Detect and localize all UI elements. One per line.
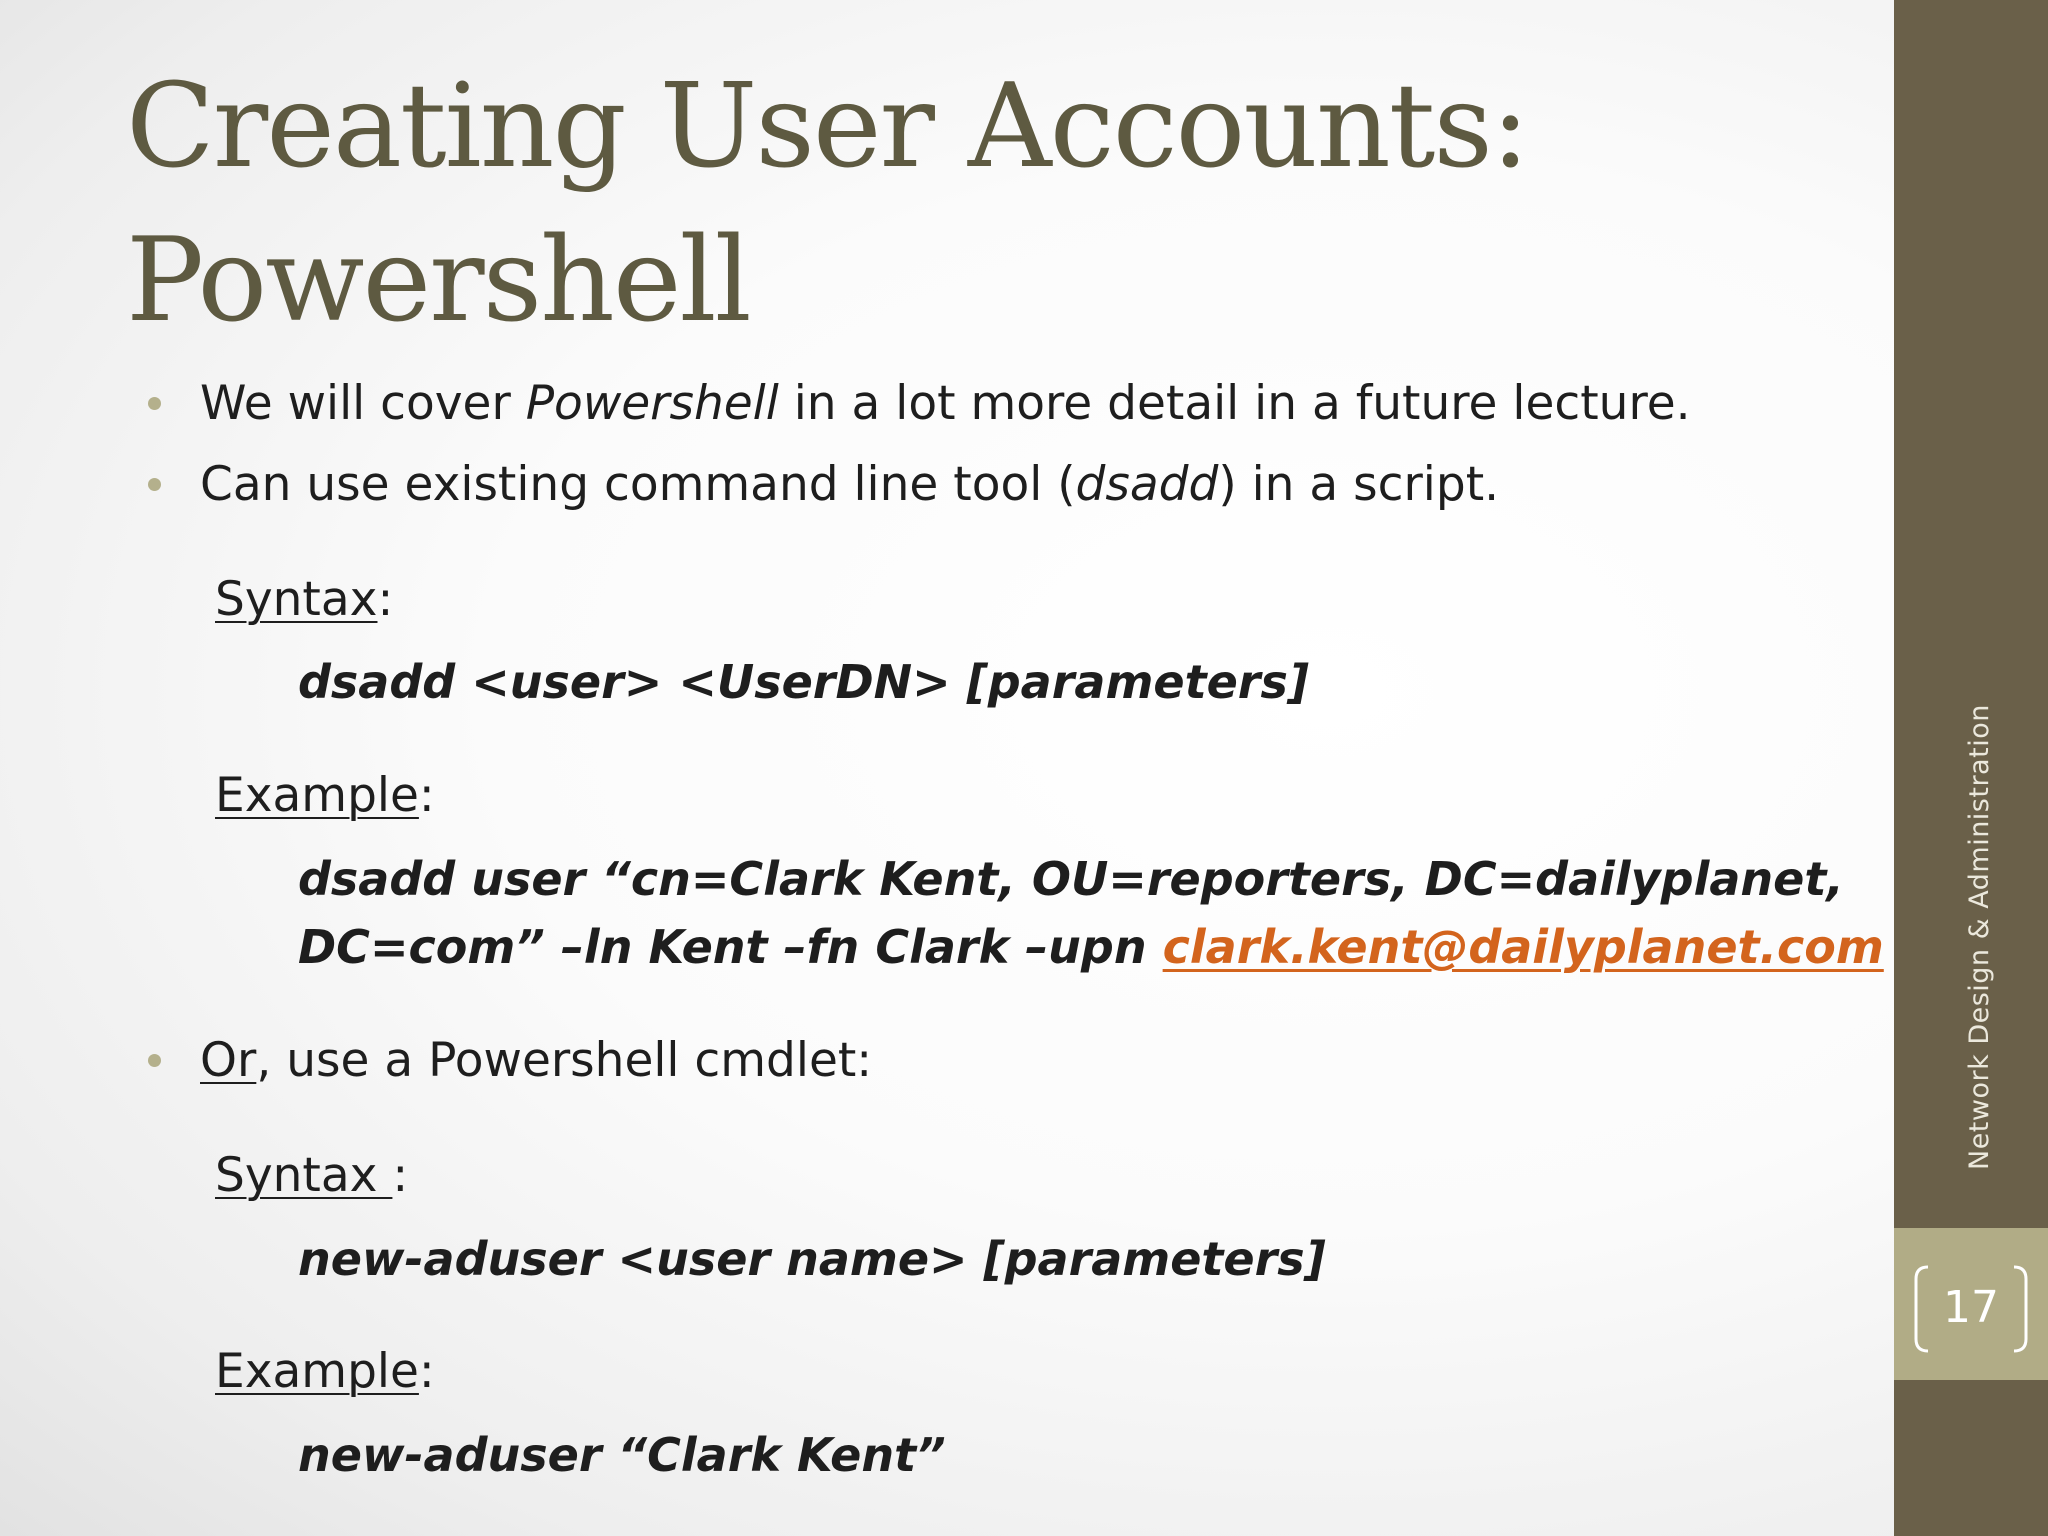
slide-title [126, 50, 1528, 358]
dsadd-example-label [215, 766, 435, 826]
slide-number: 17 [1943, 1282, 1999, 1333]
email-link[interactable]: clark.kent@dailyplanet.com [1162, 920, 1884, 974]
bullet-dot [148, 1054, 161, 1067]
syntax-label-text: Syntax [215, 572, 378, 627]
slide-title-line-1: Creating User Accounts: [126, 59, 1529, 194]
example-code-text: DC=com” –ln Kent –fn Clark –upn [298, 920, 1163, 974]
bullet-emphasis: dsadd [1075, 457, 1219, 512]
cmdlet-syntax-code: new-aduser <user name> [parameters] [298, 1232, 1326, 1286]
slide-title-line-2: Powershell [126, 213, 750, 348]
bullet-text: in a lot more detail in a future lecture. [778, 376, 1691, 431]
dsadd-example-code-line-1: dsadd user “cn=Clark Kent, OU=reporters, DC=dailyplanet, [298, 852, 1844, 906]
bullet-emphasis: Powershell [525, 376, 779, 431]
bullet-powershell-cmdlet [200, 1031, 872, 1091]
example-colon: : [418, 768, 435, 823]
footer-course-title: Network Design & Administration [1964, 704, 1995, 1170]
example-label-text: Example [215, 768, 419, 823]
bullet-dot [148, 478, 161, 491]
dsadd-syntax-code: dsadd <user> <UserDN> [parameters] [298, 655, 1309, 709]
bullet-dsadd-tool [200, 455, 1499, 515]
bullet-powershell-lecture [200, 374, 1691, 434]
syntax-label-text: Syntax [215, 1148, 393, 1203]
cmdlet-syntax-label [215, 1146, 408, 1206]
bullet-text: We will cover [200, 376, 526, 431]
bullet-underlined: Or [200, 1033, 257, 1088]
dsadd-example-code-line-2 [298, 913, 1884, 981]
example-colon: : [418, 1344, 435, 1399]
bullet-text: ) in a script. [1218, 457, 1500, 512]
bullet-dot [148, 397, 161, 410]
cmdlet-example-label [215, 1342, 435, 1402]
syntax-colon: : [392, 1148, 409, 1203]
syntax-colon: : [377, 572, 394, 627]
dsadd-syntax-label [215, 570, 393, 630]
bullet-text: , use a Powershell cmdlet: [256, 1033, 873, 1088]
bullet-text: Can use existing command line tool ( [200, 457, 1076, 512]
example-label-text: Example [215, 1344, 419, 1399]
cmdlet-example-code: new-aduser “Clark Kent” [298, 1428, 946, 1482]
